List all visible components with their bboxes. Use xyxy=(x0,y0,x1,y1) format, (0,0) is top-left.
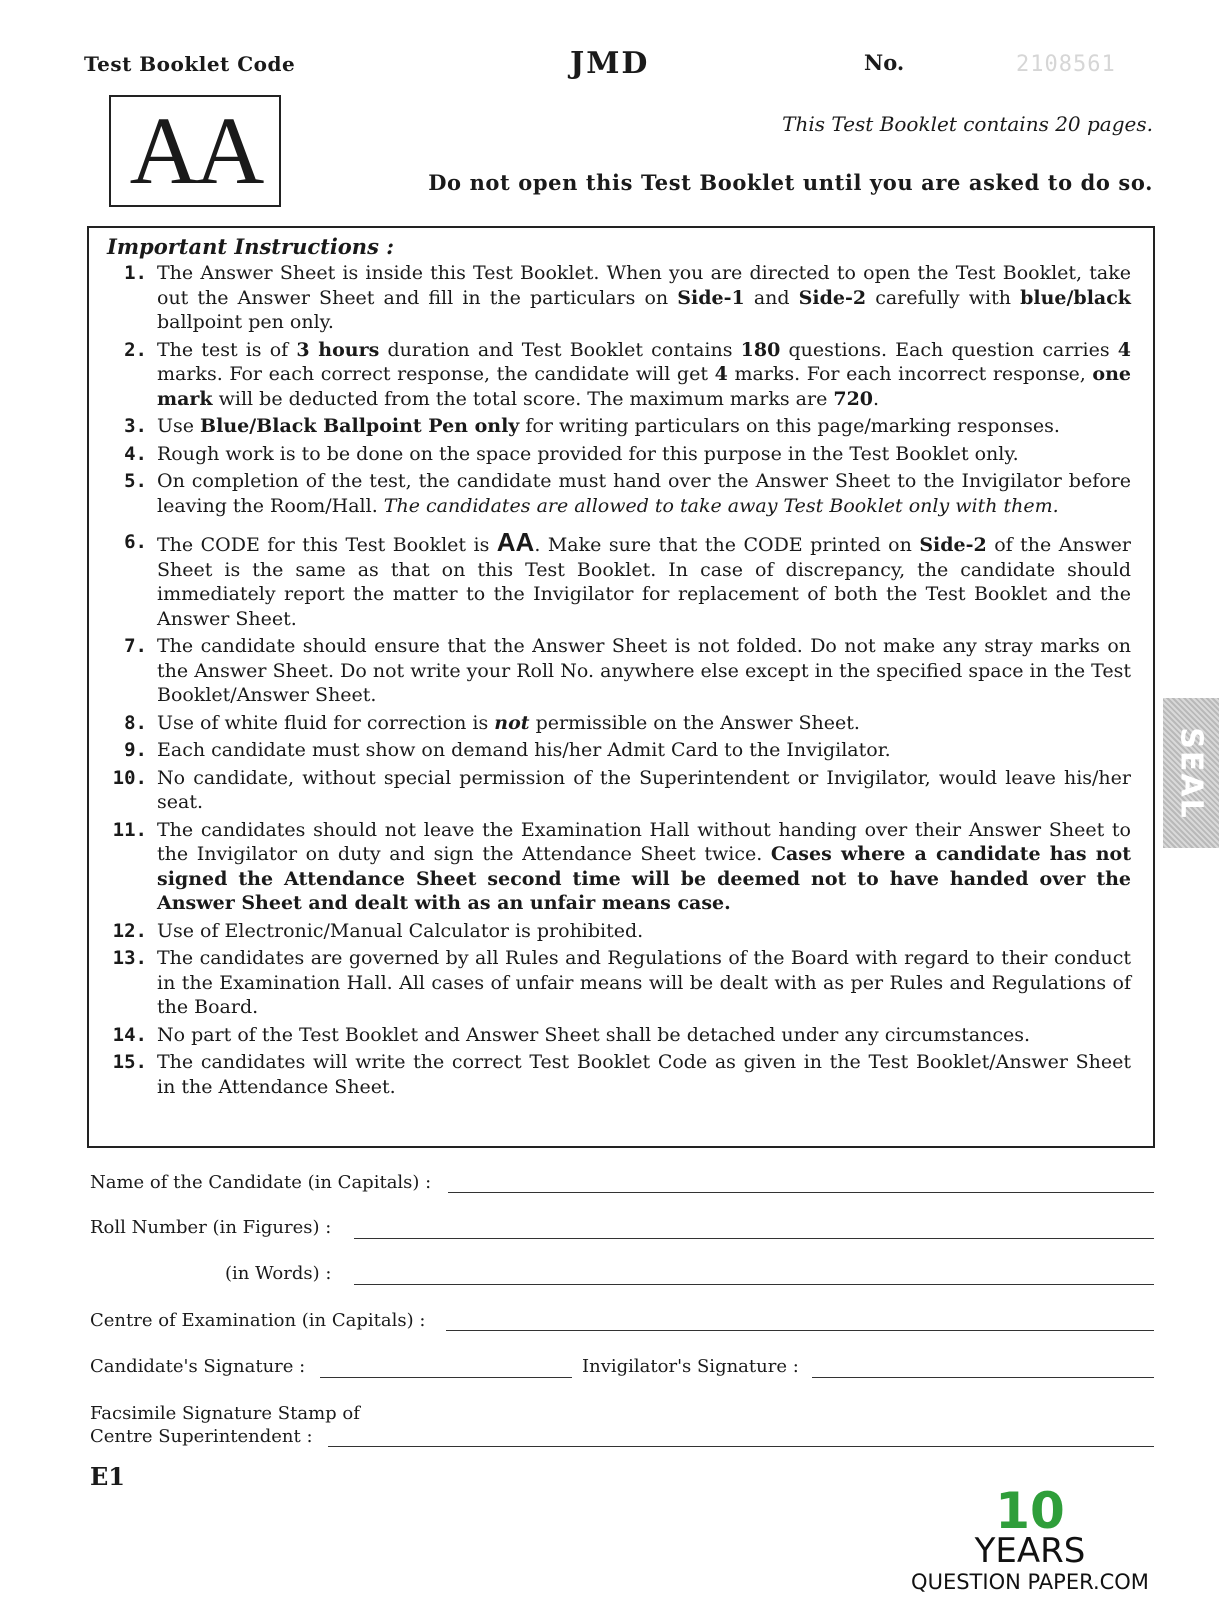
invigilator-signature-line[interactable] xyxy=(812,1377,1154,1378)
serial-number: 2108561 xyxy=(1016,52,1116,77)
instruction-text: for writing particulars on this page/marking responses. xyxy=(519,415,1060,437)
facsimile-stamp-line[interactable] xyxy=(328,1446,1154,1447)
instruction-text: The CODE for this Test Booklet is xyxy=(157,534,497,556)
instruction-item xyxy=(107,818,1131,916)
instruction-text: 4 xyxy=(1117,338,1131,361)
instruction-text: The candidates will write the correct Test Booklet Code as given in the Test Booklet/Answer Sheet in the Attendance Sheet. xyxy=(157,1051,1131,1098)
instruction-text: The test is of xyxy=(157,338,297,361)
instruction-item xyxy=(107,738,1131,763)
instruction-text: The candidates should not leave the Examination Hall without handing over their Answer Sheet to the Invigilator on duty and sign the Attendance Sheet twice. xyxy=(157,818,1131,865)
instruction-text: questions. Each question carries xyxy=(780,338,1118,361)
seal-strip xyxy=(1163,698,1219,848)
instruction-text: 3 hours xyxy=(296,338,380,361)
instruction-item xyxy=(107,919,1131,944)
instruction-item xyxy=(107,946,1131,1020)
instruction-item xyxy=(107,1023,1131,1048)
instruction-text: Use xyxy=(157,415,201,437)
centre-input-line[interactable] xyxy=(446,1330,1154,1331)
logo-site: QUESTION PAPER.COM xyxy=(911,1570,1149,1594)
instruction-number: 8. xyxy=(124,711,147,734)
instructions-box xyxy=(87,226,1155,1148)
instruction-text: 720 xyxy=(833,387,874,410)
instruction-text: will be deducted from the total score. The maximum marks are xyxy=(212,387,834,410)
page-count-note: This Test Booklet contains 20 pages. xyxy=(782,112,1153,136)
instruction-text: one mark xyxy=(157,363,1131,410)
instruction-text: ballpoint pen only. xyxy=(157,311,334,333)
instruction-item xyxy=(107,527,1131,631)
instruction-number: 5. xyxy=(124,470,147,492)
instruction-item xyxy=(107,442,1131,467)
seal-label: SEAL xyxy=(1173,726,1209,820)
candidate-signature-label: Candidate's Signature : xyxy=(90,1356,306,1377)
instruction-item xyxy=(107,1050,1131,1099)
logo-number: 10 xyxy=(995,1482,1065,1540)
instruction-text: Blue/Black Ballpoint Pen only xyxy=(200,415,520,437)
instructions-list xyxy=(107,261,1131,1099)
instruction-number: 2. xyxy=(124,338,147,361)
instruction-text: AA xyxy=(496,527,535,557)
invigilator-signature-label: Invigilator's Signature : xyxy=(582,1356,799,1377)
instructions-heading: Important Instructions : xyxy=(107,234,394,259)
instruction-number: 14. xyxy=(112,1023,147,1046)
instruction-text: Each candidate must show on demand his/her Admit Card to the Invigilator. xyxy=(157,739,891,761)
site-logo xyxy=(910,1484,1150,1596)
roll-words-input-line[interactable] xyxy=(354,1284,1154,1285)
instruction-text: The candidates are governed by all Rules and Regulations of the Board with regard to their conduct in the Examination Hall. All cases of unfair means will be dealt with as per Rules and Regulations of the Board. xyxy=(157,947,1131,1018)
instruction-number: 4. xyxy=(124,442,147,465)
booklet-code: AA xyxy=(129,97,261,204)
instruction-text: 4 xyxy=(714,363,728,385)
name-input-line[interactable] xyxy=(448,1192,1154,1193)
do-not-open-warning: Do not open this Test Booklet until you are asked to do so. xyxy=(428,170,1153,195)
instruction-number: 11. xyxy=(112,818,147,841)
instruction-text: . xyxy=(873,387,880,410)
instruction-text: of the Answer Sheet is the same as that on this Test Booklet. In case of discrepancy, the candidate should immediately report the matter to the Invigilator for replacement of both the Test Booklet and the Answer Sheet. xyxy=(157,534,1131,630)
instruction-text: marks. For each correct response, the candidate will get xyxy=(157,363,715,385)
instruction-text: 180 xyxy=(740,338,781,361)
instruction-text: duration and Test Booklet contains xyxy=(379,338,741,361)
facsimile-label-1: Facsimile Signature Stamp of xyxy=(90,1403,360,1424)
facsimile-label-2: Centre Superintendent : xyxy=(90,1426,313,1447)
instruction-number: 15. xyxy=(112,1051,147,1073)
instruction-text: blue/black xyxy=(1020,286,1131,309)
instruction-text: marks. For each incorrect response, xyxy=(727,363,1093,385)
instruction-text: On completion of the test, the candidate must hand over the Answer Sheet to the Invigilator before leaving the Room/Hall. xyxy=(157,470,1131,517)
booklet-code-label: Test Booklet Code xyxy=(84,52,296,76)
roll-words-label: (in Words) : xyxy=(225,1263,332,1284)
instruction-text: Use of Electronic/Manual Calculator is prohibited. xyxy=(157,919,644,942)
series-code: JMD xyxy=(570,46,650,81)
instruction-number: 12. xyxy=(112,919,147,942)
instruction-item xyxy=(107,711,1131,736)
instruction-item xyxy=(107,634,1131,708)
booklet-code-box xyxy=(109,95,281,207)
instruction-item xyxy=(107,766,1131,815)
instruction-text: No candidate, without special permission of the Superintendent or Invigilator, would leave his/her seat. xyxy=(157,766,1131,813)
instruction-text: Rough work is to be done on the space provided for this purpose in the Test Booklet only. xyxy=(157,442,1019,465)
instruction-text: Cases where a candidate has not signed the Attendance Sheet second time will be deemed not to have handed over the Answer Sheet and dealt with as an unfair means case. xyxy=(157,843,1132,914)
instruction-number: 10. xyxy=(112,766,147,789)
roll-figures-label: Roll Number (in Figures) : xyxy=(90,1217,332,1238)
instruction-number: 13. xyxy=(112,947,147,969)
roll-figures-input-line[interactable] xyxy=(354,1238,1154,1239)
instruction-item xyxy=(107,338,1131,412)
instruction-item xyxy=(107,414,1131,439)
instruction-text: permissible on the Answer Sheet. xyxy=(529,711,860,734)
serial-no-label: No. xyxy=(864,50,905,75)
instruction-text: Side-2 xyxy=(919,534,987,556)
form-code: E1 xyxy=(90,1462,125,1491)
instruction-number: 3. xyxy=(124,415,147,437)
instruction-item xyxy=(107,469,1131,518)
instruction-number: 1. xyxy=(124,262,147,284)
instruction-text: . Make sure that the CODE printed on xyxy=(534,534,920,556)
instruction-text: not xyxy=(494,711,530,734)
instruction-text: Use of white fluid for correction is xyxy=(157,711,495,734)
candidate-signature-line[interactable] xyxy=(320,1377,572,1378)
name-label: Name of the Candidate (in Capitals) : xyxy=(90,1172,432,1193)
centre-label: Centre of Examination (in Capitals) : xyxy=(90,1310,426,1331)
logo-years: YEARS xyxy=(974,1531,1086,1571)
instruction-text: Side-1 xyxy=(677,286,745,309)
instruction-item xyxy=(107,261,1131,335)
instruction-text: Side-2 xyxy=(798,286,867,309)
instruction-text: and xyxy=(744,286,799,309)
instruction-text: The candidate should ensure that the Answer Sheet is not folded. Do not make any stray marks on the Answer Sheet. Do not write your Roll No. anywhere else except in the specified space in the Test Booklet/Answer Sheet. xyxy=(157,635,1131,706)
instruction-number: 6. xyxy=(124,531,147,553)
instruction-text: The Answer Sheet is inside this Test Booklet. When you are directed to open the Test Booklet, take out the Answer Sheet and fill in the particulars on xyxy=(157,262,1131,309)
instruction-text: The candidates are allowed to take away Test Booklet only with them. xyxy=(383,494,1059,517)
instruction-text: carefully with xyxy=(866,286,1021,309)
instruction-number: 9. xyxy=(124,739,147,761)
instruction-number: 7. xyxy=(124,635,147,657)
instruction-text: No part of the Test Booklet and Answer Sheet shall be detached under any circumstances. xyxy=(157,1023,1031,1046)
